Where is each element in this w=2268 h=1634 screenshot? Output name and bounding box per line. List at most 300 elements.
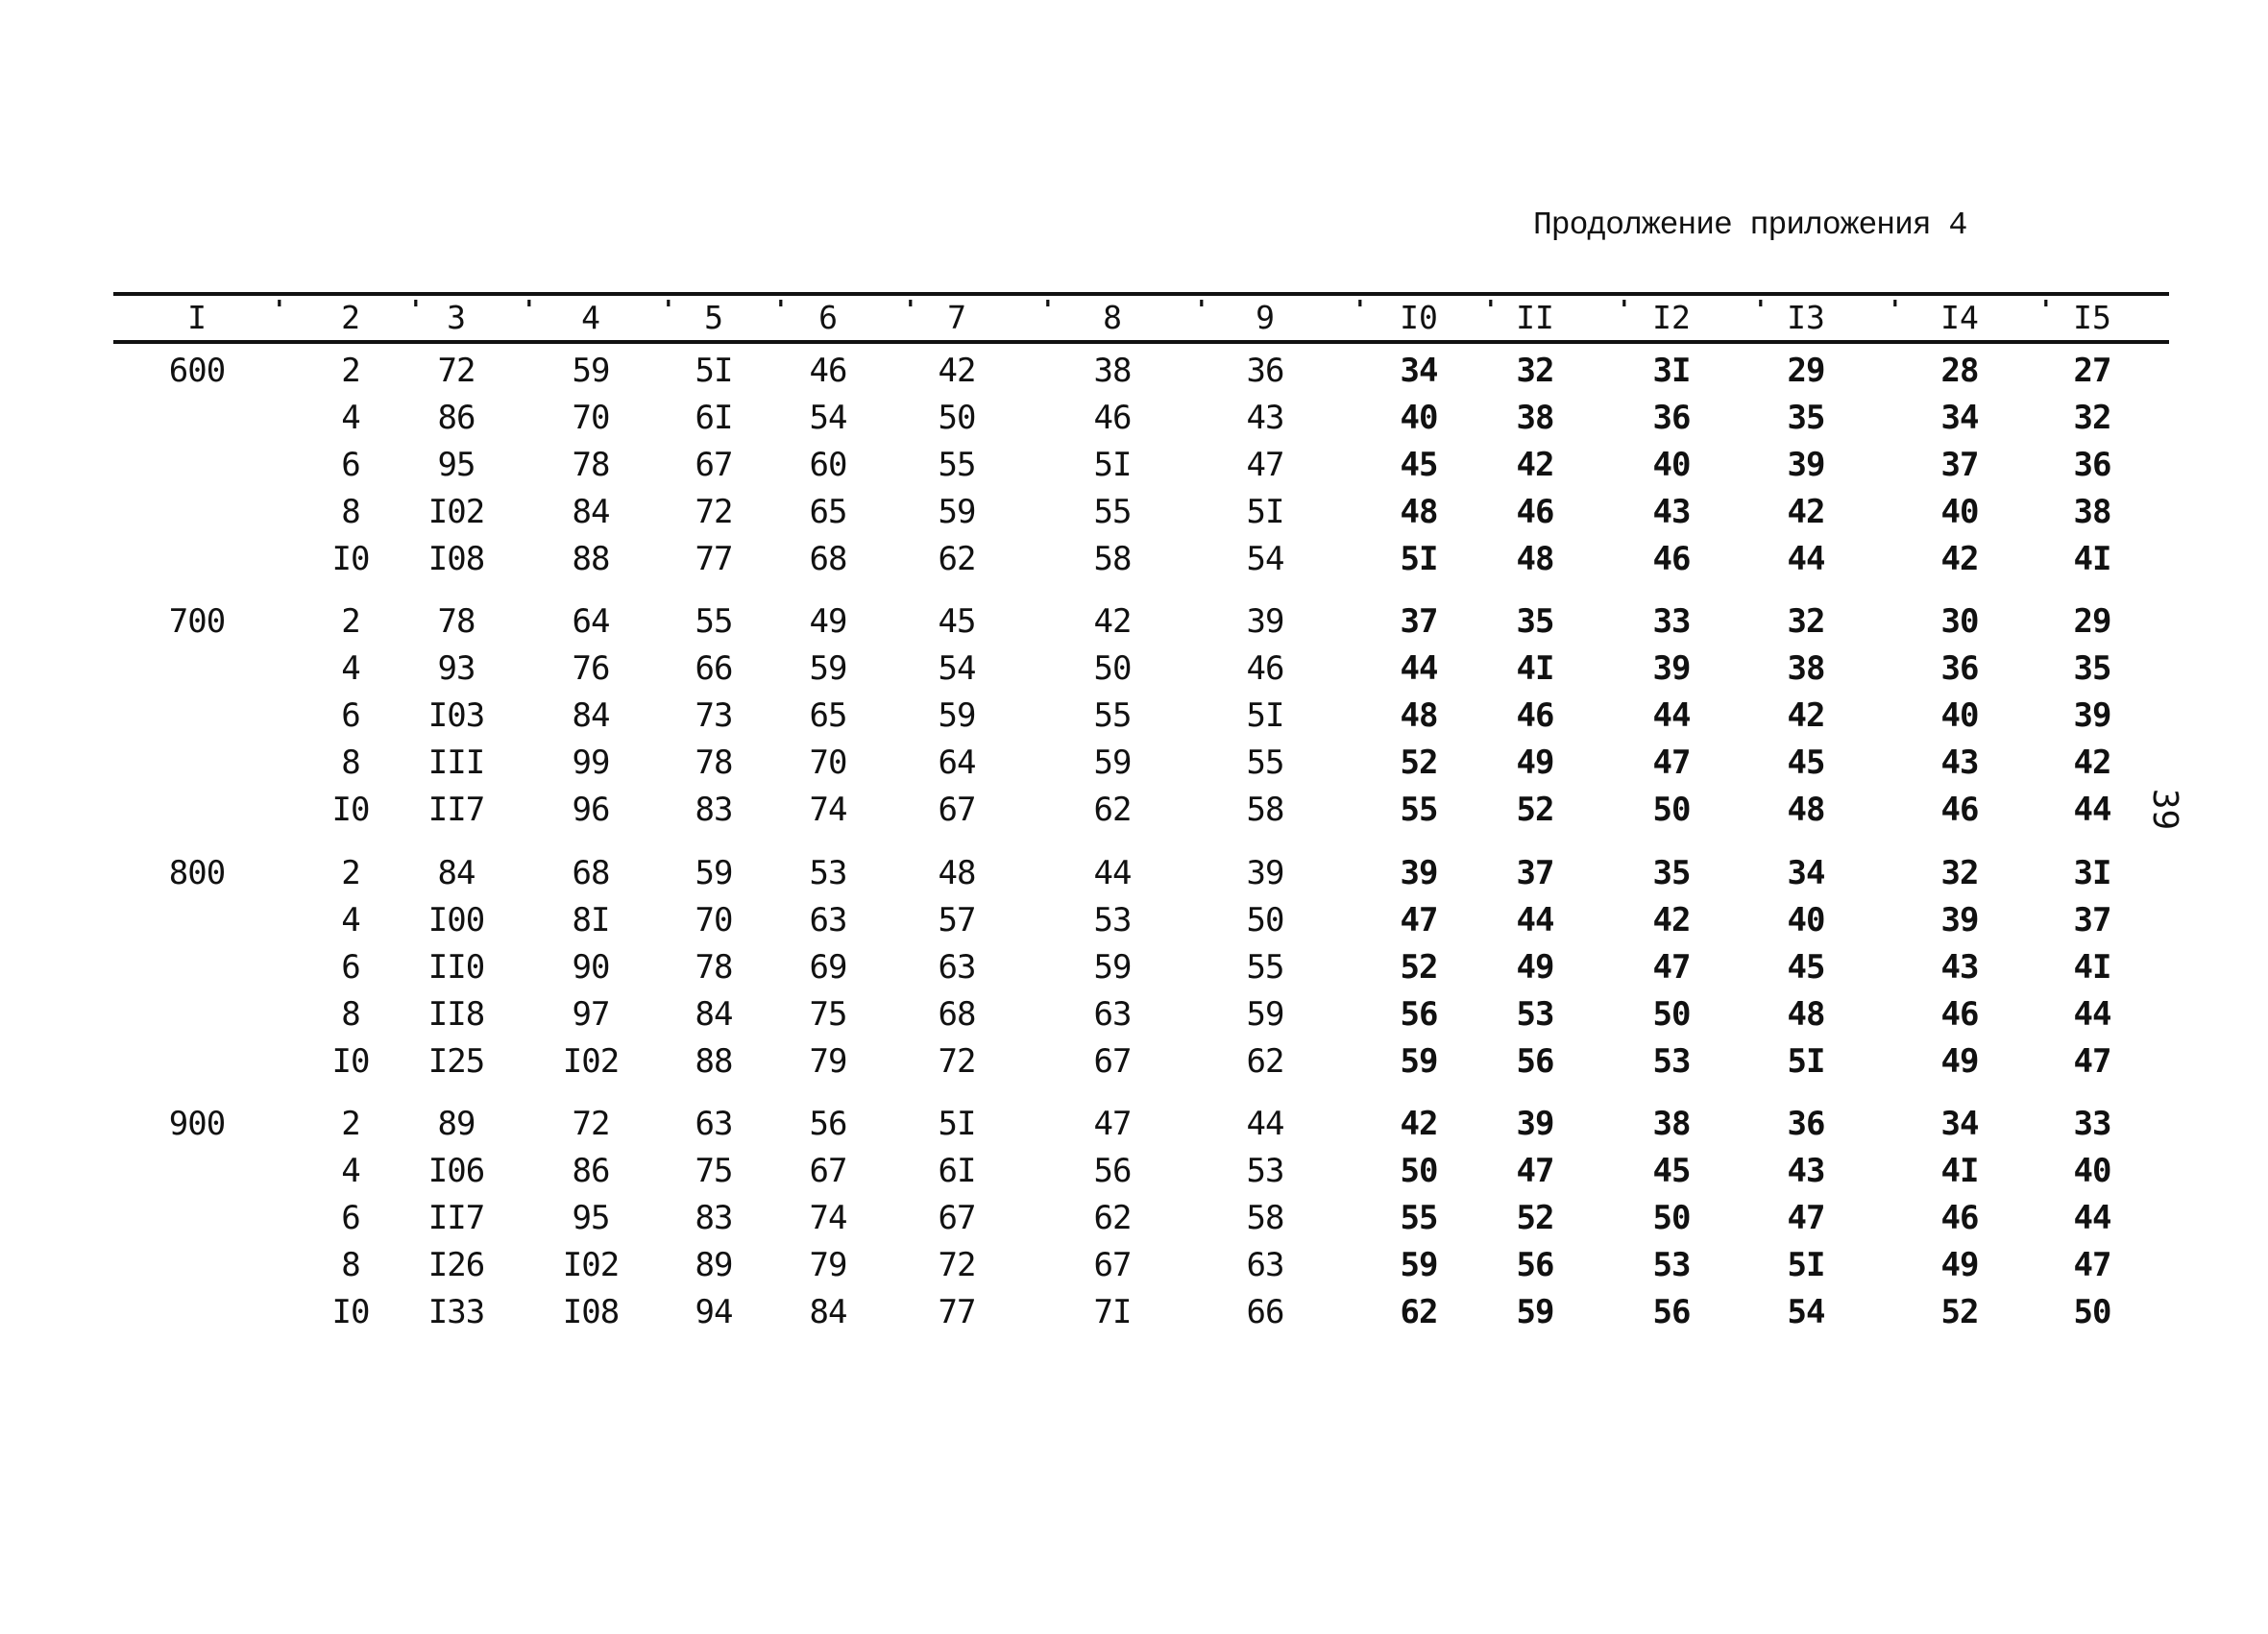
table-cell: 38	[1652, 1105, 1691, 1143]
table-cell: 4	[341, 649, 360, 688]
group-value: 700	[168, 602, 226, 641]
table-cell: 84	[572, 696, 610, 735]
table-cell: 46	[1940, 1199, 1979, 1237]
table-cell: 4I	[2073, 540, 2111, 578]
table-cell: I0	[331, 540, 370, 578]
table-cell: 67	[1093, 1042, 1132, 1081]
table-cell: 3I	[1652, 352, 1691, 390]
table-cell: 52	[1400, 948, 1438, 987]
table-cell: 6I	[695, 399, 733, 437]
table-cell: 56	[1093, 1152, 1132, 1190]
group-value: 900	[168, 1105, 226, 1143]
table-cell: 49	[809, 602, 847, 641]
table-cell: 32	[1516, 352, 1554, 390]
table-cell: 48	[1787, 791, 1825, 829]
table-cell: 50	[1093, 649, 1132, 688]
table-cell: 47	[1400, 901, 1438, 939]
table-cell: 55	[1093, 493, 1132, 531]
table-cell: 5I	[1093, 446, 1132, 484]
table-cell: 46	[1516, 696, 1554, 735]
table-cell: 46	[1093, 399, 1132, 437]
table-cell: 78	[695, 948, 733, 987]
table-cell: 5I	[1246, 696, 1284, 735]
table-cell: 59	[1246, 995, 1284, 1034]
table-cell: 77	[938, 1293, 976, 1331]
table-cell: I25	[427, 1042, 485, 1081]
table-cell: 32	[1787, 602, 1825, 641]
table-cell: 59	[1093, 744, 1132, 782]
table-cell: 42	[1787, 493, 1825, 531]
table-cell: 96	[572, 791, 610, 829]
table-cell: 46	[1940, 791, 1979, 829]
table-cell: 47	[2073, 1042, 2111, 1081]
continuation-caption: Продолжение приложения 4	[1533, 207, 1967, 243]
column-separator-mark: '	[661, 296, 676, 325]
table-cell: 62	[1246, 1042, 1284, 1081]
column-header: 6	[818, 299, 838, 336]
table-cell: 79	[809, 1246, 847, 1284]
table-cell: 55	[1400, 1199, 1438, 1237]
table-cell: 59	[1093, 948, 1132, 987]
table-cell: 47	[1652, 744, 1691, 782]
table-cell: 33	[1652, 602, 1691, 641]
table-cell: 47	[1787, 1199, 1825, 1237]
table-cell: I33	[427, 1293, 485, 1331]
table-cell: 55	[695, 602, 733, 641]
column-separator-mark: '	[1040, 296, 1056, 325]
table-cell: 47	[1246, 446, 1284, 484]
table-cell: 5I	[1787, 1246, 1825, 1284]
table-cell: 74	[809, 791, 847, 829]
table-cell: 46	[1516, 493, 1554, 531]
table-cell: 83	[695, 1199, 733, 1237]
table-cell: 63	[809, 901, 847, 939]
table-cell: 44	[1787, 540, 1825, 578]
column-separator-mark: '	[272, 296, 287, 325]
table-cell: I00	[427, 901, 485, 939]
table-cell: 46	[1652, 540, 1691, 578]
table-cell: 56	[1516, 1246, 1554, 1284]
table-cell: 44	[1246, 1105, 1284, 1143]
table-cell: 79	[809, 1042, 847, 1081]
table-cell: 68	[809, 540, 847, 578]
table-cell: 88	[695, 1042, 733, 1081]
column-separator-mark: '	[1617, 296, 1632, 325]
table-cell: 64	[572, 602, 610, 641]
table-cell: 62	[1400, 1293, 1438, 1331]
table-cell: 67	[809, 1152, 847, 1190]
column-separator-mark: '	[903, 296, 918, 325]
table-cell: 69	[809, 948, 847, 987]
column-header: 7	[947, 299, 966, 336]
table-cell: 75	[809, 995, 847, 1034]
table-cell: 37	[2073, 901, 2111, 939]
table-cell: 39	[1787, 446, 1825, 484]
table-cell: 42	[2073, 744, 2111, 782]
table-cell: 46	[1940, 995, 1979, 1034]
table-cell: 36	[1940, 649, 1979, 688]
table-cell: 8I	[572, 901, 610, 939]
table-cell: 70	[695, 901, 733, 939]
table-cell: 59	[938, 696, 976, 735]
table-cell: 86	[572, 1152, 610, 1190]
table-cell: 6	[341, 696, 360, 735]
table-cell: III	[427, 744, 485, 782]
column-separator-mark: '	[1194, 296, 1209, 325]
table-cell: 84	[695, 995, 733, 1034]
table-cell: 8	[341, 1246, 360, 1284]
table-cell: 35	[1516, 602, 1554, 641]
table-cell: 6	[341, 1199, 360, 1237]
table-cell: 97	[572, 995, 610, 1034]
table-cell: 50	[1652, 1199, 1691, 1237]
column-separator-mark: '	[2038, 296, 2054, 325]
table-cell: 37	[1516, 854, 1554, 892]
table-cell: 4	[341, 399, 360, 437]
column-header: 2	[341, 299, 360, 336]
table-cell: 56	[1652, 1293, 1691, 1331]
table-cell: 40	[2073, 1152, 2111, 1190]
table-cell: 59	[572, 352, 610, 390]
table-cell: 48	[1787, 995, 1825, 1034]
table-cell: 49	[1940, 1246, 1979, 1284]
table-cell: 59	[938, 493, 976, 531]
table-cell: 54	[938, 649, 976, 688]
column-separator-mark: '	[1888, 296, 1903, 325]
table-cell: 60	[809, 446, 847, 484]
table-cell: 7I	[1093, 1293, 1132, 1331]
table-cell: 65	[809, 493, 847, 531]
table-cell: 50	[2073, 1293, 2111, 1331]
table-cell: 39	[1246, 602, 1284, 641]
table-cell: I02	[562, 1246, 620, 1284]
table-cell: 56	[1400, 995, 1438, 1034]
table-cell: 39	[1246, 854, 1284, 892]
column-header: 5	[704, 299, 723, 336]
table-cell: 46	[809, 352, 847, 390]
table-cell: 72	[695, 493, 733, 531]
table-cell: 88	[572, 540, 610, 578]
table-cell: 45	[1400, 446, 1438, 484]
table-cell: 34	[1787, 854, 1825, 892]
table-cell: 55	[938, 446, 976, 484]
table-cell: 84	[437, 854, 476, 892]
page-number: 39	[2145, 788, 2185, 831]
table-cell: 99	[572, 744, 610, 782]
table-cell: I0	[331, 1042, 370, 1081]
table-cell: 49	[1516, 744, 1554, 782]
table-cell: 47	[1652, 948, 1691, 987]
table-cell: 90	[572, 948, 610, 987]
table-cell: 43	[1787, 1152, 1825, 1190]
table-cell: 59	[1400, 1042, 1438, 1081]
column-header: II	[1516, 299, 1554, 336]
table-cell: 40	[1940, 493, 1979, 531]
table-cell: 72	[938, 1042, 976, 1081]
table-cell: 62	[1093, 1199, 1132, 1237]
table-cell: 44	[2073, 791, 2111, 829]
table-cell: 40	[1787, 901, 1825, 939]
table-cell: I26	[427, 1246, 485, 1284]
table-cell: 89	[437, 1105, 476, 1143]
table-cell: 5I	[1400, 540, 1438, 578]
table-cell: 43	[1940, 744, 1979, 782]
table-cell: 43	[1940, 948, 1979, 987]
table-cell: 70	[809, 744, 847, 782]
group-value: 800	[168, 854, 226, 892]
table-cell: 47	[1516, 1152, 1554, 1190]
table-cell: 59	[695, 854, 733, 892]
table-cell: 42	[1400, 1105, 1438, 1143]
table-cell: II8	[427, 995, 485, 1034]
column-separator-mark: '	[1483, 296, 1499, 325]
table-cell: 5I	[1787, 1042, 1825, 1081]
table-cell: 4I	[1516, 649, 1554, 688]
table-cell: 42	[1093, 602, 1132, 641]
table-cell: 62	[938, 540, 976, 578]
table-cell: 78	[695, 744, 733, 782]
table-cell: 66	[695, 649, 733, 688]
table-cell: 63	[1246, 1246, 1284, 1284]
table-cell: 48	[938, 854, 976, 892]
table-cell: 53	[809, 854, 847, 892]
table-cell: 39	[1400, 854, 1438, 892]
table-cell: 67	[1093, 1246, 1132, 1284]
table-cell: 63	[1093, 995, 1132, 1034]
table-cell: 50	[1246, 901, 1284, 939]
table-cell: 72	[572, 1105, 610, 1143]
table-cell: 40	[1940, 696, 1979, 735]
table-cell: 74	[809, 1199, 847, 1237]
table-cell: 35	[1787, 399, 1825, 437]
table-cell: 28	[1940, 352, 1979, 390]
table-cell: I0	[331, 1293, 370, 1331]
table-cell: 2	[341, 602, 360, 641]
table-cell: 47	[2073, 1246, 2111, 1284]
table-cell: 94	[695, 1293, 733, 1331]
table-cell: 52	[1940, 1293, 1979, 1331]
table-cell: 39	[1516, 1105, 1554, 1143]
group-value: 600	[168, 352, 226, 390]
table-cell: 36	[1246, 352, 1284, 390]
column-separator-mark: '	[1753, 296, 1768, 325]
table-cell: 95	[437, 446, 476, 484]
column-header: I0	[1400, 299, 1438, 336]
table-cell: 48	[1400, 696, 1438, 735]
table-cell: 34	[1940, 399, 1979, 437]
table-cell: 68	[572, 854, 610, 892]
table-cell: 50	[1652, 791, 1691, 829]
table-cell: 93	[437, 649, 476, 688]
table-cell: 44	[2073, 995, 2111, 1034]
table-cell: 36	[2073, 446, 2111, 484]
table-cell: 4	[341, 901, 360, 939]
table-cell: 72	[938, 1246, 976, 1284]
table-cell: 53	[1246, 1152, 1284, 1190]
table-cell: 53	[1652, 1042, 1691, 1081]
table-cell: 36	[1652, 399, 1691, 437]
table-cell: 44	[1093, 854, 1132, 892]
column-header: I4	[1940, 299, 1979, 336]
table-cell: 49	[1940, 1042, 1979, 1081]
table-cell: 29	[2073, 602, 2111, 641]
table-cell: 73	[695, 696, 733, 735]
table-cell: 72	[437, 352, 476, 390]
table-cell: 50	[1400, 1152, 1438, 1190]
table-cell: 55	[1246, 948, 1284, 987]
column-separator-mark: '	[408, 296, 424, 325]
table-cell: I02	[562, 1042, 620, 1081]
table-cell: 32	[1940, 854, 1979, 892]
column-separator-mark: '	[522, 296, 537, 325]
table-cell: 55	[1400, 791, 1438, 829]
table-cell: 2	[341, 1105, 360, 1143]
table-cell: 27	[2073, 352, 2111, 390]
table-cell: 30	[1940, 602, 1979, 641]
table-cell: 38	[1093, 352, 1132, 390]
table-cell: 6I	[938, 1152, 976, 1190]
column-separator-mark: '	[1353, 296, 1368, 325]
column-header: 8	[1103, 299, 1122, 336]
table-cell: 38	[1516, 399, 1554, 437]
table-cell: 40	[1652, 446, 1691, 484]
table-cell: 66	[1246, 1293, 1284, 1331]
table-cell: 76	[572, 649, 610, 688]
table-cell: 65	[809, 696, 847, 735]
table-cell: 5I	[938, 1105, 976, 1143]
table-cell: I03	[427, 696, 485, 735]
table-cell: 42	[1516, 446, 1554, 484]
table-cell: 54	[809, 399, 847, 437]
table-cell: 50	[938, 399, 976, 437]
table-cell: 53	[1652, 1246, 1691, 1284]
table-cell: 45	[938, 602, 976, 641]
table-cell: 42	[1652, 901, 1691, 939]
table-cell: 59	[809, 649, 847, 688]
table-cell: 42	[1940, 540, 1979, 578]
table-cell: 64	[938, 744, 976, 782]
table-cell: 78	[437, 602, 476, 641]
table-cell: 37	[1400, 602, 1438, 641]
table-cell: 38	[2073, 493, 2111, 531]
table-cell: 89	[695, 1246, 733, 1284]
table-cell: 2	[341, 854, 360, 892]
table-cell: 46	[1246, 649, 1284, 688]
table-cell: 8	[341, 995, 360, 1034]
table-cell: 8	[341, 744, 360, 782]
table-cell: 4I	[2073, 948, 2111, 987]
table-cell: 58	[1246, 791, 1284, 829]
table-cell: 53	[1093, 901, 1132, 939]
table-cell: 84	[572, 493, 610, 531]
table-cell: 37	[1940, 446, 1979, 484]
table-cell: 78	[572, 446, 610, 484]
table-cell: 67	[938, 1199, 976, 1237]
table-cell: 5I	[695, 352, 733, 390]
table-cell: 49	[1516, 948, 1554, 987]
table-cell: 3I	[2073, 854, 2111, 892]
table-cell: 36	[1787, 1105, 1825, 1143]
table-cell: 35	[2073, 649, 2111, 688]
table-cell: 34	[1940, 1105, 1979, 1143]
table-cell: 47	[1093, 1105, 1132, 1143]
table-cell: 6	[341, 446, 360, 484]
column-separator-mark: '	[773, 296, 789, 325]
table-cell: 43	[1652, 493, 1691, 531]
table-cell: 44	[1516, 901, 1554, 939]
table-cell: 56	[1516, 1042, 1554, 1081]
table-cell: 56	[809, 1105, 847, 1143]
table-cell: 53	[1516, 995, 1554, 1034]
column-header: 9	[1256, 299, 1275, 336]
table-cell: II7	[427, 791, 485, 829]
table-cell: 57	[938, 901, 976, 939]
table-cell: 63	[695, 1105, 733, 1143]
table-cell: 45	[1787, 948, 1825, 987]
table-cell: 50	[1652, 995, 1691, 1034]
table-cell: 40	[1400, 399, 1438, 437]
table-cell: 42	[1787, 696, 1825, 735]
table-header-rule	[113, 340, 2169, 344]
table-cell: 62	[1093, 791, 1132, 829]
table-cell: 95	[572, 1199, 610, 1237]
table-cell: 67	[938, 791, 976, 829]
table-cell: 39	[1940, 901, 1979, 939]
table-cell: I06	[427, 1152, 485, 1190]
table-cell: 63	[938, 948, 976, 987]
column-header: I	[187, 299, 207, 336]
table-cell: 45	[1787, 744, 1825, 782]
column-header: I2	[1652, 299, 1691, 336]
table-cell: 48	[1516, 540, 1554, 578]
table-cell: 84	[809, 1293, 847, 1331]
table-cell: 58	[1093, 540, 1132, 578]
table-cell: 39	[2073, 696, 2111, 735]
table-cell: I08	[427, 540, 485, 578]
table-cell: 5I	[1246, 493, 1284, 531]
table-cell: 59	[1516, 1293, 1554, 1331]
table-cell: 52	[1516, 791, 1554, 829]
table-cell: 48	[1400, 493, 1438, 531]
table-cell: 52	[1516, 1199, 1554, 1237]
table-cell: 75	[695, 1152, 733, 1190]
table-cell: 4	[341, 1152, 360, 1190]
table-cell: 54	[1246, 540, 1284, 578]
table-cell: 44	[2073, 1199, 2111, 1237]
table-cell: 58	[1246, 1199, 1284, 1237]
table-cell: 33	[2073, 1105, 2111, 1143]
table-cell: 44	[1400, 649, 1438, 688]
table-cell: 32	[2073, 399, 2111, 437]
table-cell: I0	[331, 791, 370, 829]
table-cell: 55	[1093, 696, 1132, 735]
table-cell: 6	[341, 948, 360, 987]
table-cell: 43	[1246, 399, 1284, 437]
table-cell: 35	[1652, 854, 1691, 892]
table-cell: 83	[695, 791, 733, 829]
table-cell: 38	[1787, 649, 1825, 688]
table-cell: I08	[562, 1293, 620, 1331]
table-cell: 8	[341, 493, 360, 531]
table-cell: 34	[1400, 352, 1438, 390]
table-cell: 39	[1652, 649, 1691, 688]
table-cell: 77	[695, 540, 733, 578]
table-cell: 68	[938, 995, 976, 1034]
table-cell: 59	[1400, 1246, 1438, 1284]
table-cell: 55	[1246, 744, 1284, 782]
table-cell: 67	[695, 446, 733, 484]
table-cell: 29	[1787, 352, 1825, 390]
